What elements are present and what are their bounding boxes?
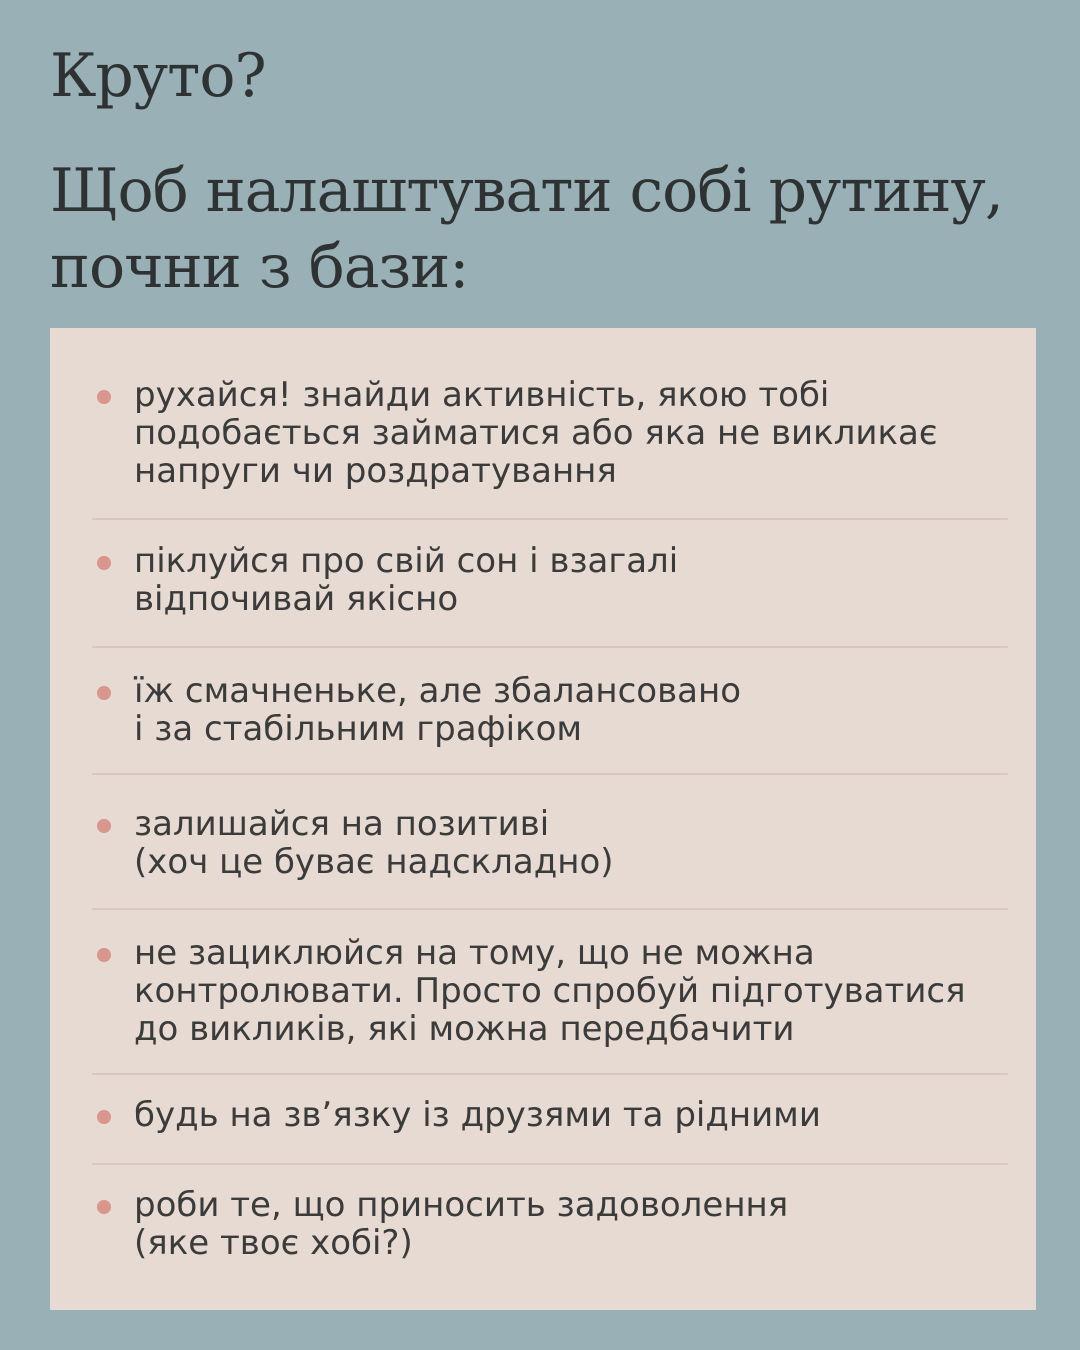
list-item-text: не зациклюйся на тому, що не можна контролювати. Просто спробуй підготуватися до викликів, які можна передбачити <box>134 933 966 1049</box>
list-item-text: їж смачненьке, але збалансовано і за стабільним графіком <box>134 671 742 749</box>
bullet-dot-icon <box>97 556 111 570</box>
tips-card <box>50 328 1036 1310</box>
divider <box>92 646 1008 648</box>
divider <box>92 1073 1008 1075</box>
divider <box>92 773 1008 775</box>
bullet-dot-icon <box>97 948 111 962</box>
list-item-text: піклуйся про свій сон і взагалі відпочивай якісно <box>134 541 679 619</box>
list-item-text: роби те, що приносить задоволення (яке твоє хобі?) <box>134 1185 789 1263</box>
list-item-text: будь на зв’язку із друзями та рідними <box>134 1095 821 1135</box>
bullet-dot-icon <box>97 819 111 833</box>
divider <box>92 908 1008 910</box>
bullet-dot-icon <box>97 686 111 700</box>
list-item-text: рухайся! знайди активність, якою тобі подобається займатися або яка не викликає напруги чи роздратування <box>134 375 938 491</box>
bullet-dot-icon <box>97 1200 111 1214</box>
page-title: Круто? <box>50 41 266 111</box>
bullet-dot-icon <box>97 1110 111 1124</box>
list-item-text: залишайся на позитиві (хоч це буває надскладно) <box>134 804 614 882</box>
page-subtitle: Щоб налаштувати собі рутину, почни з бази: <box>50 156 1003 302</box>
bullet-dot-icon <box>97 390 111 404</box>
divider <box>92 518 1008 520</box>
divider <box>92 1163 1008 1165</box>
